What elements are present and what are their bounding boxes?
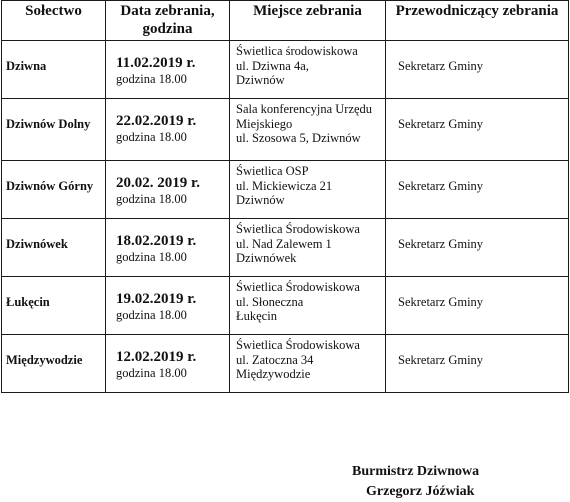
- cell-place: [230, 41, 386, 99]
- place-line: ul. Słoneczna: [236, 294, 304, 309]
- place-line: Świetlica środowiskowa: [236, 44, 358, 58]
- cell-date: [106, 41, 230, 99]
- table-row: [2, 335, 569, 393]
- place-line: Międzywodzie: [236, 367, 311, 381]
- table-row: [2, 99, 569, 161]
- signature-name: Grzegorz Jóźwiak: [366, 484, 475, 499]
- meeting-date: 20.02. 2019 r.: [116, 175, 201, 191]
- cell-place: [230, 219, 386, 277]
- cell-place: [230, 161, 386, 219]
- place-line: ul. Mickiewicza 21: [236, 178, 333, 193]
- meeting-time: godzina 18.00: [116, 130, 187, 144]
- cell-solectwo: [2, 41, 106, 99]
- cell-date: [106, 335, 230, 393]
- place-line: Dziwnów: [236, 193, 285, 207]
- cell-solectwo: [2, 219, 106, 277]
- place-line: ul. Zatoczna 34: [236, 352, 314, 367]
- cell-solectwo: [2, 335, 106, 393]
- header-chair: Przewodniczący zebrania: [386, 1, 569, 41]
- place-line: Miejskiego: [236, 116, 293, 131]
- chair-name: Sekretarz Gminy: [398, 295, 484, 309]
- meeting-time: godzina 18.00: [116, 192, 187, 206]
- meeting-date: 18.02.2019 r.: [116, 233, 197, 249]
- cell-chair: [386, 277, 569, 335]
- chair-name: Sekretarz Gminy: [398, 59, 484, 73]
- cell-chair: [386, 161, 569, 219]
- cell-date: [106, 161, 230, 219]
- meeting-time: godzina 18.00: [116, 72, 187, 86]
- cell-place: [230, 99, 386, 161]
- chair-name: Sekretarz Gminy: [398, 117, 484, 131]
- cell-solectwo: [2, 277, 106, 335]
- meeting-date: 22.02.2019 r.: [116, 113, 197, 129]
- cell-date: [106, 277, 230, 335]
- header-date: Data zebrania, godzina: [106, 1, 230, 41]
- signature-title: Burmistrz Dziwnowa: [352, 464, 480, 479]
- place-line: Łukęcin: [236, 309, 277, 323]
- cell-date: [106, 99, 230, 161]
- cell-solectwo: [2, 161, 106, 219]
- meeting-date: 12.02.2019 r.: [116, 349, 197, 365]
- cell-chair: [386, 41, 569, 99]
- table-row: [2, 219, 569, 277]
- table-row: [2, 161, 569, 219]
- meetings-schedule-table: [1, 0, 569, 393]
- mayor-signature-block: [352, 462, 512, 502]
- cell-place: [230, 277, 386, 335]
- solectwo-name: Dziwnów Dolny: [6, 117, 91, 131]
- cell-date: [106, 219, 230, 277]
- solectwo-name: Dziwna: [6, 59, 47, 73]
- solectwo-name: Międzywodzie: [6, 353, 83, 367]
- meeting-time: godzina 18.00: [116, 366, 187, 380]
- meeting-time: godzina 18.00: [116, 250, 187, 264]
- header-solectwo: Sołectwo: [2, 1, 106, 41]
- place-line: Świetlica Środowiskowa: [236, 222, 360, 236]
- table-row: [2, 277, 569, 335]
- cell-chair: [386, 335, 569, 393]
- meeting-date: 11.02.2019 r.: [116, 55, 196, 71]
- place-line: Sala konferencyjna Urzędu: [236, 102, 373, 116]
- place-line: Świetlica Środowiskowa: [236, 338, 360, 352]
- cell-solectwo: [2, 99, 106, 161]
- table-header-row: [2, 1, 569, 41]
- place-line: Dziwnówek: [236, 251, 297, 265]
- meeting-date: 19.02.2019 r.: [116, 291, 197, 307]
- place-line: ul. Dziwna 4a,: [236, 58, 309, 73]
- solectwo-name: Dziwnów Górny: [6, 179, 94, 193]
- solectwo-name: Dziwnówek: [6, 237, 68, 251]
- chair-name: Sekretarz Gminy: [398, 179, 484, 193]
- table-row: [2, 41, 569, 99]
- solectwo-name: Łukęcin: [6, 295, 50, 309]
- place-line: Dziwnów: [236, 73, 285, 87]
- meeting-time: godzina 18.00: [116, 308, 187, 322]
- place-line: Świetlica Środowiskowa: [236, 280, 360, 294]
- cell-place: [230, 335, 386, 393]
- chair-name: Sekretarz Gminy: [398, 353, 484, 367]
- place-line: ul. Nad Zalewem 1: [236, 236, 332, 251]
- place-line: ul. Szosowa 5, Dziwnów: [236, 131, 361, 145]
- cell-chair: [386, 219, 569, 277]
- chair-name: Sekretarz Gminy: [398, 237, 484, 251]
- cell-chair: [386, 99, 569, 161]
- place-line: Świetlica OSP: [236, 164, 309, 178]
- header-place: Miejsce zebrania: [230, 1, 386, 41]
